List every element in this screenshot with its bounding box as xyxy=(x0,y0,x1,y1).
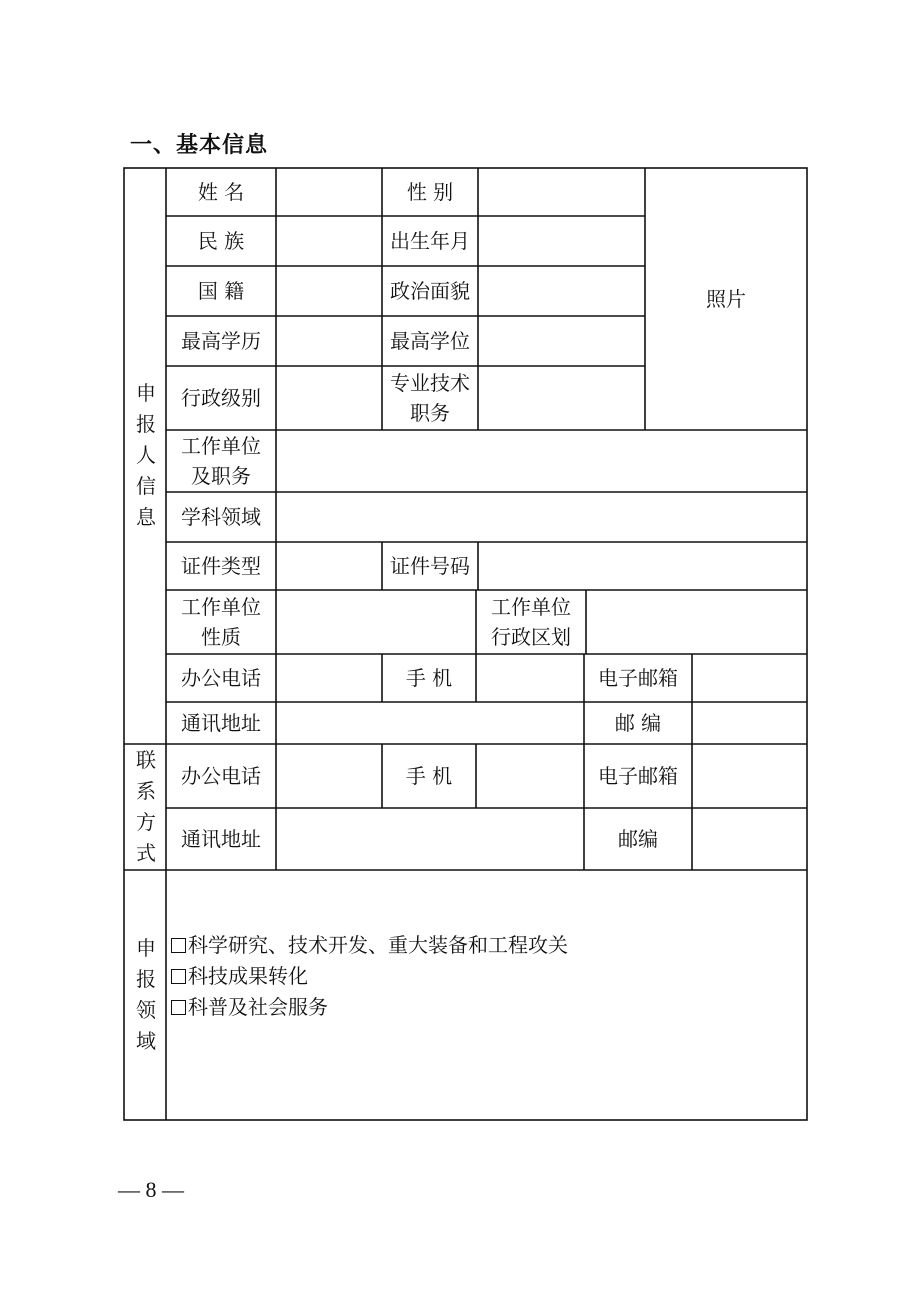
label-contact-postcode: 邮编 xyxy=(618,827,658,851)
email-field[interactable] xyxy=(692,654,807,702)
label-professional-title: 专业技术 职务 xyxy=(390,371,470,425)
group-char: 报 xyxy=(136,412,156,436)
label-ethnicity: 民 族 xyxy=(197,229,245,253)
label-nationality: 国 籍 xyxy=(197,279,245,303)
contact-mobile-field[interactable] xyxy=(476,744,584,808)
ethnicity-field[interactable] xyxy=(276,216,382,266)
group-char: 报 xyxy=(136,967,156,991)
field-options-list xyxy=(170,930,568,1023)
field-option[interactable] xyxy=(170,930,568,961)
field-option[interactable] xyxy=(170,992,568,1023)
label-degree: 最高学位 xyxy=(390,329,470,353)
checkbox-icon[interactable] xyxy=(171,1000,186,1015)
discipline-field[interactable] xyxy=(276,492,807,542)
address-field[interactable] xyxy=(276,702,584,744)
label-gender: 性 别 xyxy=(406,180,454,204)
label-id-type: 证件类型 xyxy=(181,554,261,578)
political-status-field[interactable] xyxy=(478,266,645,316)
postcode-field[interactable] xyxy=(692,702,807,744)
office-phone-field[interactable] xyxy=(276,654,382,702)
label-email: 电子邮箱 xyxy=(598,666,678,690)
education-field[interactable] xyxy=(276,316,382,366)
group-char: 息 xyxy=(136,505,156,529)
applicant-info-group-label xyxy=(124,378,168,533)
name-field[interactable] xyxy=(276,168,382,216)
label-postcode: 邮 编 xyxy=(614,711,662,735)
group-char: 域 xyxy=(136,1029,156,1053)
group-char: 联 xyxy=(136,748,156,772)
label-political-status: 政治面貌 xyxy=(390,279,470,303)
section-heading: 一、基本信息 xyxy=(130,133,269,158)
field-option-label: 科技成果转化 xyxy=(188,964,308,988)
label-contact-office-phone: 办公电话 xyxy=(181,764,261,788)
label-mobile: 手 机 xyxy=(405,666,453,690)
unit-nature-field[interactable] xyxy=(276,590,476,654)
group-char: 申 xyxy=(136,936,156,960)
label-admin-level: 行政级别 xyxy=(181,386,261,410)
field-option-label: 科学研究、技术开发、重大装备和工程攻关 xyxy=(188,933,568,957)
label-office-phone: 办公电话 xyxy=(181,666,261,690)
label-unit-region: 工作单位 行政区划 xyxy=(491,595,571,649)
label-name: 姓 名 xyxy=(197,180,245,204)
group-char: 人 xyxy=(136,443,156,467)
group-char: 系 xyxy=(136,779,156,803)
unit-region-field[interactable] xyxy=(586,590,807,654)
id-number-field[interactable] xyxy=(478,542,807,590)
label-birth-date: 出生年月 xyxy=(390,229,470,253)
label-contact-address: 通讯地址 xyxy=(181,827,261,851)
field-group-label xyxy=(124,870,168,1120)
label-work-unit: 工作单位 及职务 xyxy=(181,434,261,488)
contact-group-label xyxy=(124,744,168,870)
label-id-number: 证件号码 xyxy=(390,554,470,578)
professional-title-field[interactable] xyxy=(478,366,645,430)
label-contact-email: 电子邮箱 xyxy=(598,764,678,788)
contact-address-field[interactable] xyxy=(276,808,584,870)
contact-email-field[interactable] xyxy=(692,744,807,808)
gender-field[interactable] xyxy=(478,168,645,216)
nationality-field[interactable] xyxy=(276,266,382,316)
label-unit-nature: 工作单位 性质 xyxy=(181,595,261,649)
id-type-field[interactable] xyxy=(276,542,382,590)
degree-field[interactable] xyxy=(478,316,645,366)
work-unit-field[interactable] xyxy=(276,430,807,492)
photo-box[interactable]: 照片 xyxy=(706,287,746,311)
admin-level-field[interactable] xyxy=(276,366,382,430)
group-char: 式 xyxy=(136,841,156,865)
page-number: — 8 — xyxy=(118,1177,184,1202)
checkbox-icon[interactable] xyxy=(171,938,186,953)
field-option-label: 科普及社会服务 xyxy=(188,995,328,1019)
label-contact-mobile: 手 机 xyxy=(405,764,453,788)
contact-postcode-field[interactable] xyxy=(692,808,807,870)
group-char: 申 xyxy=(136,381,156,405)
group-char: 信 xyxy=(136,474,156,498)
field-option[interactable] xyxy=(170,961,568,992)
mobile-field[interactable] xyxy=(476,654,584,702)
label-education: 最高学历 xyxy=(181,329,261,353)
label-discipline: 学科领域 xyxy=(181,505,261,529)
contact-office-phone-field[interactable] xyxy=(276,744,382,808)
group-char: 方 xyxy=(136,810,156,834)
birth-date-field[interactable] xyxy=(478,216,645,266)
group-char: 领 xyxy=(136,998,156,1022)
label-address: 通讯地址 xyxy=(181,711,261,735)
checkbox-icon[interactable] xyxy=(171,969,186,984)
